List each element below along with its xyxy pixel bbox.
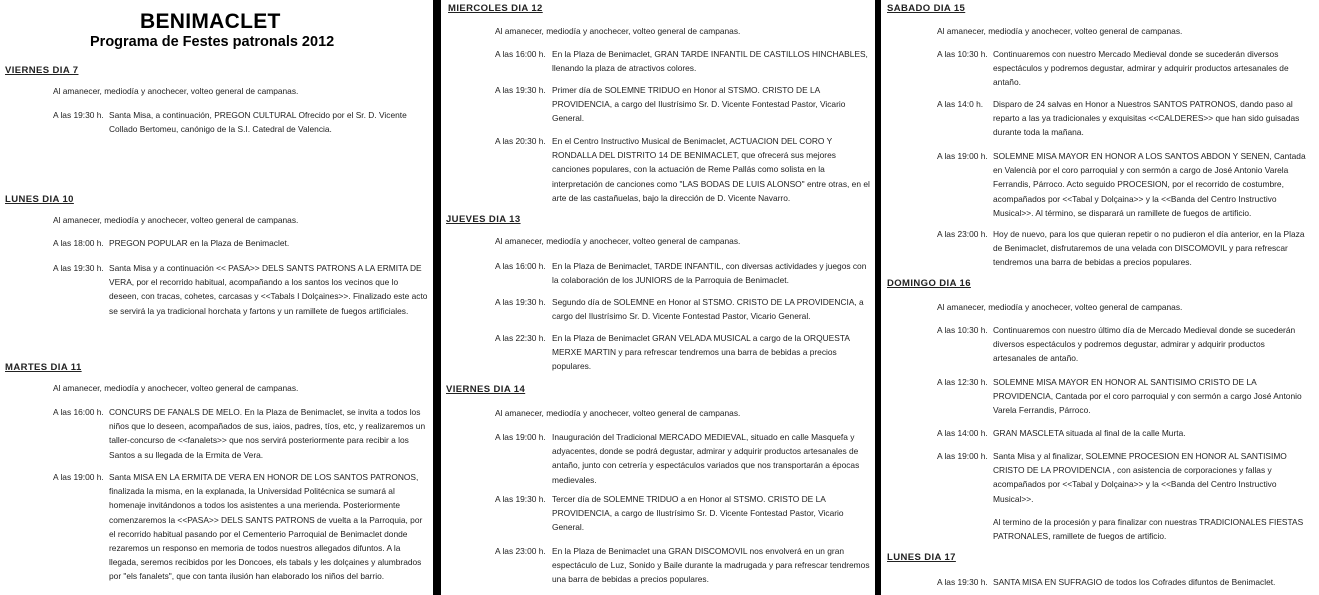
event-entry xyxy=(495,83,870,126)
event-text: Disparo de 24 salvas en Honor a Nuestros SANTOS PATRONOS, dando paso al reparto a las ya tradicionales y exquisitas <<CALDERES>> que han sido guisadas durante toda la mañana. xyxy=(993,99,1300,138)
event-text: Segundo día de SOLEMNE en Honor al STSMO. CRISTO DE LA PROVIDENCIA, a cargo del Ilustrísimo Sr. D. Vicente Fontestad Pastor, Vicario General. xyxy=(552,297,864,322)
event-text: SANTA MISA EN SUFRAGIO de todos los Cofrades difuntos de Benimaclet. xyxy=(993,577,1276,587)
event-entry xyxy=(495,430,870,487)
event-time: A las 19:30 h. xyxy=(495,494,546,504)
event-entry xyxy=(937,449,1309,506)
event-entry xyxy=(495,134,870,205)
event-text: SOLEMNE MISA MAYOR EN HONOR AL SANTISIMO CRISTO DE LA PROVIDENCIA, Cantada por el coro parroquial y con sermón a cargo José Antonio Varela Ferrandis, Párroco. xyxy=(993,377,1302,416)
event-text: Al termino de la procesión y para finalizar con nuestras TRADICIONALES FIESTAS PATRONALES, ramillete de fuegos de artificio. xyxy=(993,517,1304,542)
event-entry xyxy=(937,575,1309,589)
event-entry xyxy=(937,227,1309,270)
event-entry xyxy=(937,97,1309,140)
ambient-text: Al amanecer, mediodía y anochecer, volteo general de campanas. xyxy=(937,26,1183,36)
event-text: CONCURS DE FANALS DE MELO. En la Plaza de Benimaclet, se invita a todos los niños que lo deseen, acompañados de sus, iaios, padres, tíos, etc, y realizaremos un taller-concurso de <<fanalets>> que nos servirá posteriormente para recibir a los Santos a su llegada de la Ermita de Vera. xyxy=(109,407,426,460)
event-entry xyxy=(937,515,1309,543)
event-time: A las 14:0 h. xyxy=(937,99,984,109)
event-text: Santa MISA EN LA ERMITA DE VERA EN HONOR DE LOS SANTOS PATRONOS, finalizada la misma, en la explanada, la Universidad Politécnica se sumará al homenaje invitándonos a todos los asistentes a una merienda. Posteriormente comenzaremos la <<PASA>> DELS SANTS PATRONS de vuelta a la Parroquia, por el recorrido habitual pasando por el Cementerio Parroquial de Benimaclet donde rezaremos un responso en memoria de todos nuestros allegados difuntos. A la llegada, seremos recibidos por les Doncoes, els tabals y les dolçaines y alumbrados por "els fanalets", que con tanta ilusión han elaborado los niños del barrio. xyxy=(109,472,423,582)
event-entry xyxy=(53,261,428,318)
event-text: Inauguración del Tradicional MERCADO MEDIEVAL, situado en calle Masquefa y adyacentes, donde se podrá degustar, admirar y adquirir productos artesanales de antaño, junto con cetrería y espectáculos variados que nos transportarán a épocas medievales. xyxy=(552,432,860,485)
event-text: PREGON POPULAR en la Plaza de Benimaclet. xyxy=(109,238,290,248)
event-text: Santa Misa, a continuación, PREGON CULTURAL Ofrecido por el Sr. D. Vicente Collado Bertomeu, canónigo de la S.I. Catedral de Valencia. xyxy=(109,110,407,135)
event-entry xyxy=(495,259,870,287)
day-heading-lunes-10: LUNES DIA 10 xyxy=(5,194,74,205)
column-2 xyxy=(441,0,875,595)
day-heading-jueves-13: JUEVES DIA 13 xyxy=(446,214,521,225)
event-entry xyxy=(495,295,870,323)
ambient-text: Al amanecer, mediodía y anochecer, volteo general de campanas. xyxy=(495,26,741,36)
day-heading-martes-11: MARTES DIA 11 xyxy=(5,362,82,373)
event-time: A las 18:00 h. xyxy=(53,238,104,248)
event-time: A las 19:00 h. xyxy=(937,151,988,161)
column-3 xyxy=(881,0,1319,595)
event-time: A las 19:00 h. xyxy=(53,472,104,482)
event-time: A las 19:30 h. xyxy=(937,577,988,587)
event-text: SOLEMNE MISA MAYOR EN HONOR A LOS SANTOS ABDON Y SENEN, Cantada en Valencià por el coro parroquial y con sermón a cargo de José Antonio Varela Ferrandis, Párroco. Acto seguido PROCESION, por el recorrido de costumbre, acompañados por <<Tabal y Dolçaina>> y la <<Banda del Centro Instructivo Musical>>. Al término, se disparará un ramillete de fuegos de artificio. xyxy=(993,151,1306,218)
event-time: A las 16:00 h. xyxy=(53,407,104,417)
ambient-text: Al amanecer, mediodía y anochecer, volteo general de campanas. xyxy=(495,408,741,418)
ambient-text: Al amanecer, mediodía y anochecer, volteo general de campanas. xyxy=(937,302,1183,312)
event-entry xyxy=(495,544,870,587)
page-title: BENIMACLET xyxy=(140,10,281,33)
day-heading-miercoles-12: MIERCOLES DIA 12 xyxy=(448,3,543,14)
event-time: A las 19:30 h. xyxy=(53,263,104,273)
event-text: En la Plaza de Benimaclet, TARDE INFANTIL, con diversas actividades y juegos con la colaboración de los JUNIORS de la Parroquia de Benimaclet. xyxy=(552,261,867,286)
event-time: A las 20:30 h. xyxy=(495,136,546,146)
event-time: A las 19:00 h. xyxy=(495,432,546,442)
page-subtitle: Programa de Festes patronals 2012 xyxy=(90,34,335,50)
event-time: A las 19:30 h. xyxy=(495,85,546,95)
event-text: En la Plaza de Benimaclet GRAN VELADA MUSICAL a cargo de la ORQUESTA MERXE MARTIN y para refrescar tendremos una barra de bebidas a precios populares. xyxy=(552,333,850,372)
event-entry xyxy=(53,470,428,584)
day-heading-viernes-7: VIERNES DIA 7 xyxy=(5,65,79,76)
event-text: Tercer día de SOLEMNE TRIDUO a en Honor al STSMO. CRISTO DE LA PROVIDENCIA, a cargo de Ilustrísimo Sr. D. Vicente Fontestad Pastor, Vicario General. xyxy=(552,494,844,533)
event-time: A las 23:00 h. xyxy=(937,229,988,239)
event-entry xyxy=(53,405,428,462)
event-time: A las 10:30 h. xyxy=(937,49,988,59)
event-entry xyxy=(937,426,1309,440)
day-heading-viernes-14: VIERNES DIA 14 xyxy=(446,384,526,395)
ambient-text: Al amanecer, mediodía y anochecer, volteo general de campanas. xyxy=(53,383,299,393)
day-heading-sabado-15: SABADO DIA 15 xyxy=(887,3,966,14)
event-time: A las 10:30 h. xyxy=(937,325,988,335)
event-entry xyxy=(53,108,428,136)
event-text: GRAN MASCLETA situada al final de la calle Murta. xyxy=(993,428,1186,438)
day-heading-lunes-17: LUNES DIA 17 xyxy=(887,552,956,563)
event-entry xyxy=(495,492,870,535)
event-entry xyxy=(495,47,870,75)
event-text: Santa Misa y al finalizar, SOLEMNE PROCESION EN HONOR AL SANTISIMO CRISTO DE LA PROVIDENCIA , con asistencia de corporaciones y fallas y acompañados por <<Tabal y Dolçaina>> y la <<Banda del Centro Instructivo Musical>>. xyxy=(993,451,1287,504)
event-text: Santa Misa y a continuación << PASA>> DELS SANTS PATRONS A LA ERMITA DE VERA, por el recorrido habitual, acompañando a los santos los vecinos que lo deseen, con tracas, cohetes, carcasas y <<Tabals I Dolçaines>>. Finalizado este acto se servirá la ya tradicional horchata y fartons y un ramillete de fuegos artificiales. xyxy=(109,263,428,316)
event-time: A las 19:30 h. xyxy=(495,297,546,307)
event-entry xyxy=(937,149,1309,220)
event-time: A las 16:00 h. xyxy=(495,49,546,59)
event-entry xyxy=(937,323,1309,366)
event-text: En la Plaza de Benimaclet, GRAN TARDE INFANTIL DE CASTILLOS HINCHABLES, llenando la plaza de atractivos colores. xyxy=(552,49,868,74)
event-text: En el Centro Instructivo Musical de Benimaclet, ACTUACION DEL CORO Y RONDALLA DEL DISTRITO 14 DE BENIMACLET, que ofrecerá sus mejores canciones populares, con la actuación de Reme Pallás como solista en la interpretación de canciones como "LAS BODAS DE LUIS ALONSO" entre otras, en el arte de las castañuelas, bajo la dirección de D. Vicente Navarro. xyxy=(552,136,870,203)
event-entry xyxy=(937,47,1309,90)
event-text: Continuaremos con nuestro Mercado Medieval donde se sucederán diversos espectáculos y podremos degustar, admirar y adquirir productos artesanales de antaño. xyxy=(993,49,1289,88)
day-heading-domingo-16: DOMINGO DIA 16 xyxy=(887,278,971,289)
event-text: En la Plaza de Benimaclet una GRAN DISCOMOVIL nos envolverá en un gran espectáculo de Luz, Sonido y Baile durante la madrugada y para refrescar tendremos una barra de bebidas a precios populares. xyxy=(552,546,870,585)
column-1 xyxy=(0,0,433,595)
event-text: Continuaremos con nuestro último día de Mercado Medieval donde se sucederán diversos espectáculos y podremos degustar, admirar y adquirir productos artesanales de antaño. xyxy=(993,325,1296,364)
event-entry xyxy=(937,375,1309,418)
event-entry xyxy=(53,236,428,250)
event-time: A las 14:00 h. xyxy=(937,428,988,438)
event-time: A las 19:00 h. xyxy=(937,451,988,461)
event-text: Hoy de nuevo, para los que quieran repetir o no pudieron el día anterior, en la Plaza de Benimaclet, disfrutaremos de una velada con DISCOMOVIL y para refrescar tendremos una barra de bebidas a precios populares. xyxy=(993,229,1305,268)
ambient-text: Al amanecer, mediodía y anochecer, volteo general de campanas. xyxy=(495,236,741,246)
event-time: A las 19:30 h. xyxy=(53,110,104,120)
event-time: A las 23:00 h. xyxy=(495,546,546,556)
event-time: A las 22:30 h. xyxy=(495,333,546,343)
event-entry xyxy=(495,331,870,374)
ambient-text: Al amanecer, mediodía y anochecer, volteo general de campanas. xyxy=(53,215,299,225)
event-time: A las 12:30 h. xyxy=(937,377,988,387)
ambient-text: Al amanecer, mediodía y anochecer, volteo general de campanas. xyxy=(53,86,299,96)
event-time: A las 16:00 h. xyxy=(495,261,546,271)
event-text: Primer día de SOLEMNE TRIDUO en Honor al STSMO. CRISTO DE LA PROVIDENCIA, a cargo del Ilustrísimo Sr. D. Vicente Fontestad Pastor, Vicario General. xyxy=(552,85,846,124)
